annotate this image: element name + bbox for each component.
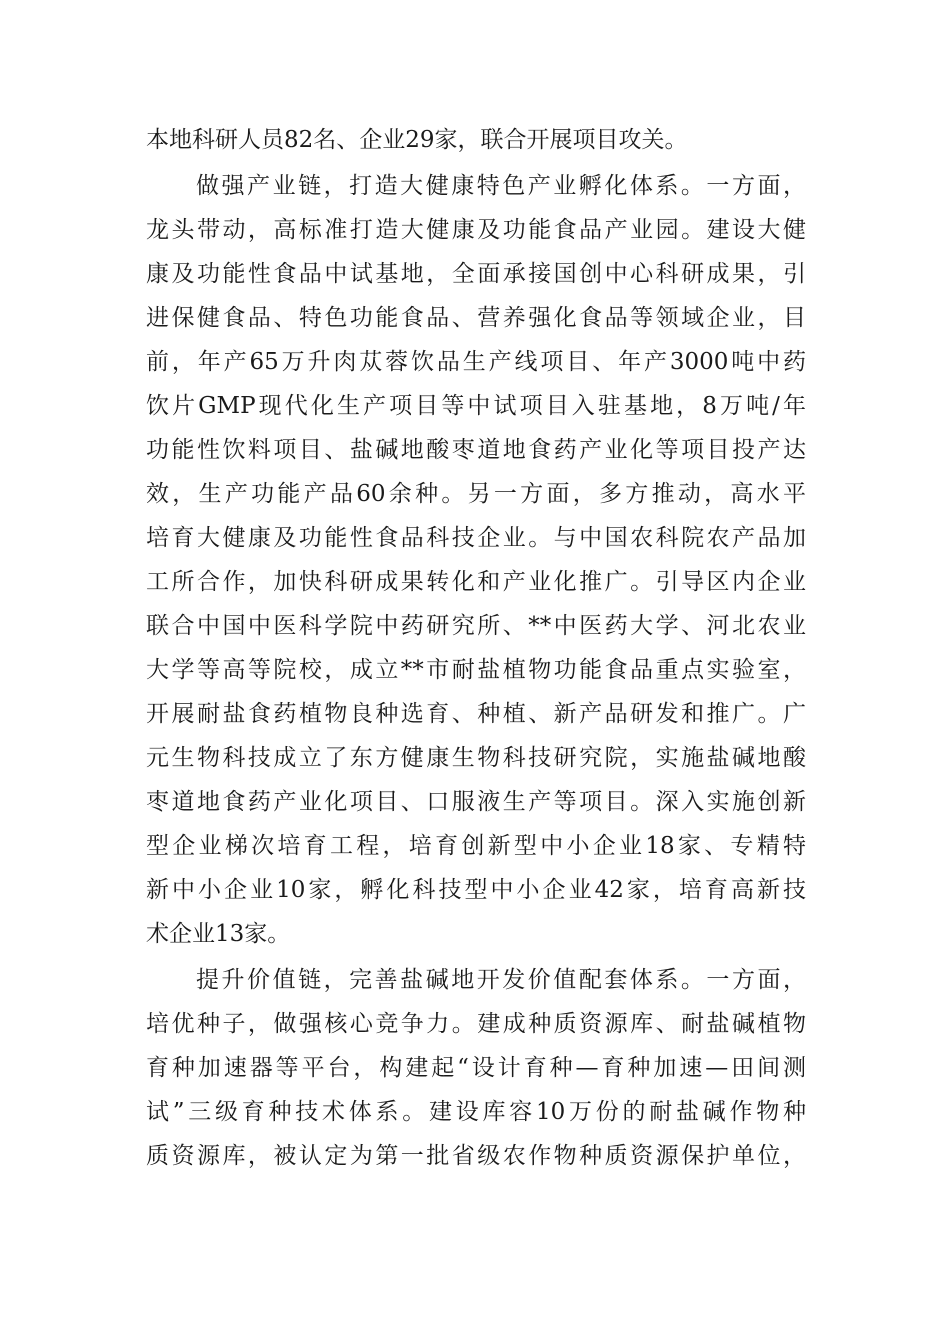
text-line-22: 育种加速器等平台，构建起“设计育种—育种加速—田间测 — [146, 1055, 806, 1081]
text-line-5: 进保健食品、特色功能食品、营养强化食品等领域企业，目 — [146, 305, 806, 331]
text-line-15: 元生物科技成立了东方健康生物科技研究院，实施盐碱地酸 — [146, 745, 806, 771]
text-line-17: 型企业梯次培育工程，培育创新型中小企业18家、专精特 — [146, 833, 806, 859]
text-line-6: 前，年产65万升肉苁蓉饮品生产线项目、年产3000吨中药 — [146, 349, 806, 375]
text-line-11: 工所合作，加快科研成果转化和产业化推广。引导区内企业 — [146, 569, 806, 595]
text-line-21: 培优种子，做强核心竞争力。建成种质资源库、耐盐碱植物 — [146, 1011, 806, 1037]
text-line-23: 试”三级育种技术体系。建设库容10万份的耐盐碱作物种 — [146, 1099, 806, 1125]
text-line-13: 大学等高等院校，成立**市耐盐植物功能食品重点实验室， — [146, 657, 806, 683]
text-line-9: 效，生产功能产品60余种。另一方面，多方推动，高水平 — [146, 481, 806, 507]
text-line-19: 术企业13家。 — [146, 921, 291, 947]
text-line-18: 新中小企业10家，孵化科技型中小企业42家，培育高新技 — [146, 877, 806, 903]
text-line-4: 康及功能性食品中试基地，全面承接国创中心科研成果，引 — [146, 261, 806, 287]
text-line-10: 培育大健康及功能性食品科技企业。与中国农科院农产品加 — [146, 525, 806, 551]
paragraph-heading-industry-chain: 做强产业链，打造大健康特色产业孵化体系。一方面， — [196, 173, 806, 199]
text-line-24: 质资源库，被认定为第一批省级农作物种质资源保护单位， — [146, 1143, 806, 1169]
text-line-12: 联合中国中医科学院中药研究所、**中医药大学、河北农业 — [146, 613, 806, 639]
text-line-16: 枣道地食药产业化项目、口服液生产等项目。深入实施创新 — [146, 789, 806, 815]
text-line-14: 开展耐盐食药植物良种选育、种植、新产品研发和推广。广 — [146, 701, 806, 727]
text-line-1: 本地科研人员82名、企业29家，联合开展项目攻关。 — [146, 127, 688, 153]
paragraph-heading-value-chain: 提升价值链，完善盐碱地开发价值配套体系。一方面， — [196, 967, 806, 993]
text-line-7: 饮片GMP现代化生产项目等中试项目入驻基地，8万吨/年 — [146, 393, 806, 419]
text-line-8: 功能性饮料项目、盐碱地酸枣道地食药产业化等项目投产达 — [146, 437, 806, 463]
text-line-3: 龙头带动，高标准打造大健康及功能食品产业园。建设大健 — [146, 217, 806, 243]
